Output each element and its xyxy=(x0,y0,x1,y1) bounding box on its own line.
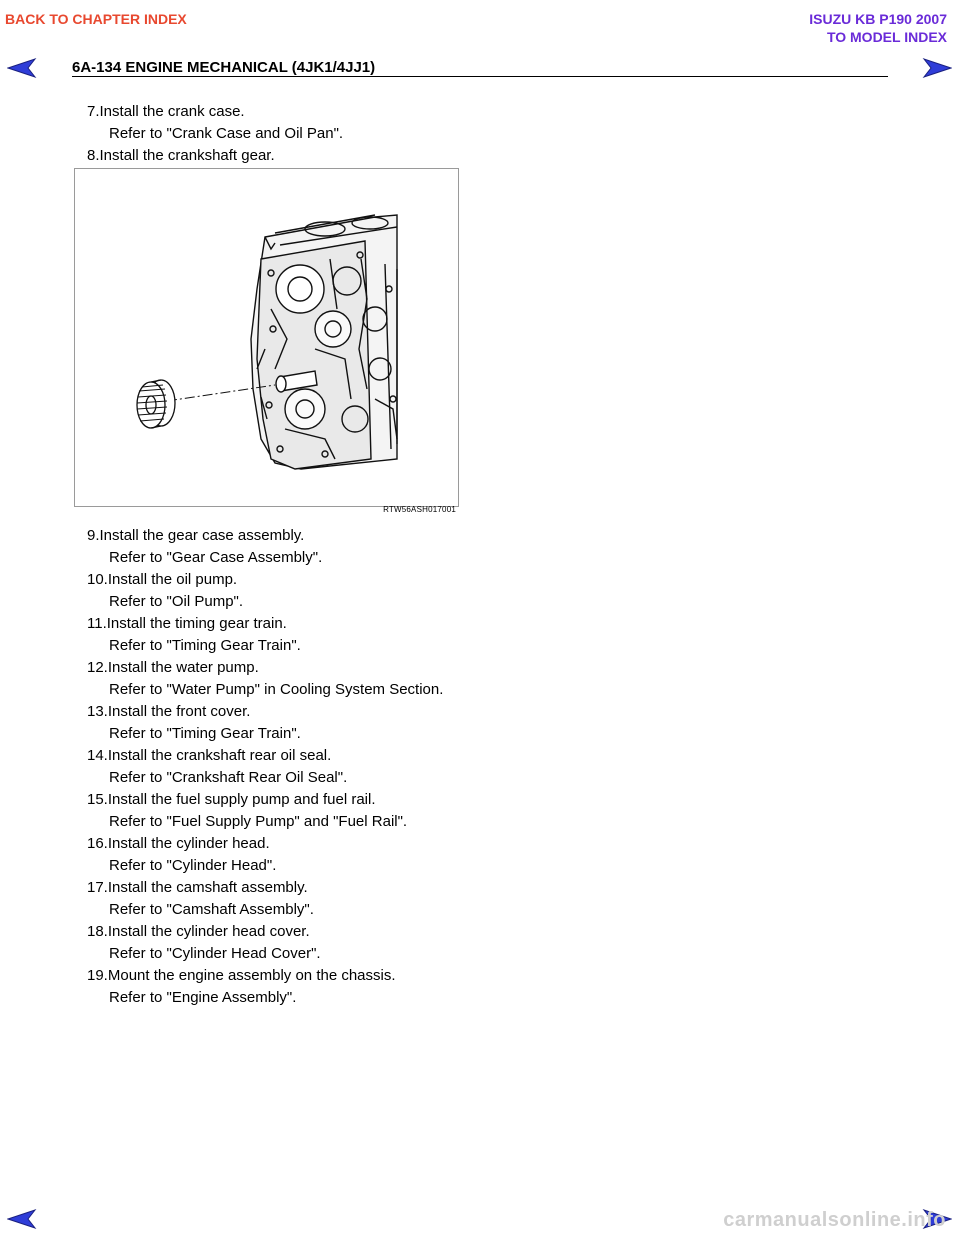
watermark: carmanualsonline.info xyxy=(723,1209,946,1231)
step-reference: Refer to "Cylinder Head". xyxy=(109,857,277,874)
step-item: 16.Install the cylinder head. Refer to "Cylinder Head". xyxy=(87,833,487,877)
step-item: 11.Install the timing gear train. Refer to "Timing Gear Train". xyxy=(87,613,487,657)
back-to-chapter-link[interactable]: BACK TO CHAPTER INDEX xyxy=(5,11,187,27)
step-reference: Refer to "Timing Gear Train". xyxy=(109,725,301,742)
step-item: 7.Install the crank case. Refer to "Crank Case and Oil Pan". xyxy=(87,101,487,145)
step-reference: Refer to "Oil Pump". xyxy=(109,593,244,610)
model-title: ISUZU KB P190 2007 xyxy=(809,11,947,27)
page-header: 6A-134 ENGINE MECHANICAL (4JK1/4JJ1) xyxy=(72,59,376,76)
crankshaft-gear-illustration xyxy=(74,168,459,514)
step-reference: Refer to "Timing Gear Train". xyxy=(109,637,301,654)
step-item: 19.Mount the engine assembly on the chassis. Refer to "Engine Assembly". xyxy=(87,965,487,1009)
engine-block-drawing xyxy=(75,169,459,507)
step-item: 13.Install the front cover. Refer to "Timing Gear Train". xyxy=(87,701,487,745)
step-text: Install the cylinder head. xyxy=(107,835,270,852)
step-item: 9.Install the gear case assembly. Refer to "Gear Case Assembly". xyxy=(87,525,487,569)
step-item: 18.Install the cylinder head cover. Refer to "Cylinder Head Cover". xyxy=(87,921,487,965)
step-reference: Refer to "Fuel Supply Pump" and "Fuel Rail". xyxy=(109,813,408,830)
step-item: 17.Install the camshaft assembly. Refer to "Camshaft Assembly". xyxy=(87,877,487,921)
step-item: 14.Install the crankshaft rear oil seal. Refer to "Crankshaft Rear Oil Seal". xyxy=(87,745,487,789)
step-text: Mount the engine assembly on the chassis. xyxy=(107,967,396,984)
step-reference: Refer to "Gear Case Assembly". xyxy=(109,549,323,566)
procedure-content xyxy=(87,101,487,1009)
to-model-index-link[interactable]: TO MODEL INDEX xyxy=(826,29,947,45)
step-text: Install the timing gear train. xyxy=(106,615,287,632)
step-text: Install the fuel supply pump and fuel rail. xyxy=(107,791,376,808)
figure-caption: RTW56ASH017001 xyxy=(383,505,456,514)
step-text: Install the crankshaft gear. xyxy=(99,147,275,164)
step-text: Install the cylinder head cover. xyxy=(107,923,310,940)
step-text: Install the camshaft assembly. xyxy=(107,879,308,896)
step-reference: Refer to "Cylinder Head Cover". xyxy=(109,945,321,962)
step-reference: Refer to "Crank Case and Oil Pan". xyxy=(109,125,344,142)
step-item: 12.Install the water pump. Refer to "Water Pump" in Cooling System Section. xyxy=(87,657,487,701)
previous-page-arrow-icon[interactable] xyxy=(7,1208,37,1230)
next-page-arrow-icon[interactable] xyxy=(922,57,952,79)
header-divider xyxy=(72,76,888,77)
step-text: Install the gear case assembly. xyxy=(99,527,305,544)
step-item: 8.Install the crankshaft gear. xyxy=(87,147,275,164)
step-text: Install the water pump. xyxy=(107,659,259,676)
step-reference: Refer to "Engine Assembly". xyxy=(109,989,297,1006)
step-item: 10.Install the oil pump. Refer to "Oil Pump". xyxy=(87,569,487,613)
step-text: Install the oil pump. xyxy=(107,571,238,588)
step-text: Install the front cover. xyxy=(107,703,251,720)
step-item: 15.Install the fuel supply pump and fuel rail. Refer to "Fuel Supply Pump" and "Fuel Rail". xyxy=(87,789,487,833)
step-reference: Refer to "Crankshaft Rear Oil Seal". xyxy=(109,769,348,786)
step-reference: Refer to "Water Pump" in Cooling System Section. xyxy=(109,681,444,698)
step-text: Install the crankshaft rear oil seal. xyxy=(107,747,332,764)
step-reference: Refer to "Camshaft Assembly". xyxy=(109,901,314,918)
previous-page-arrow-icon[interactable] xyxy=(7,57,37,79)
step-text: Install the crank case. xyxy=(99,103,245,120)
